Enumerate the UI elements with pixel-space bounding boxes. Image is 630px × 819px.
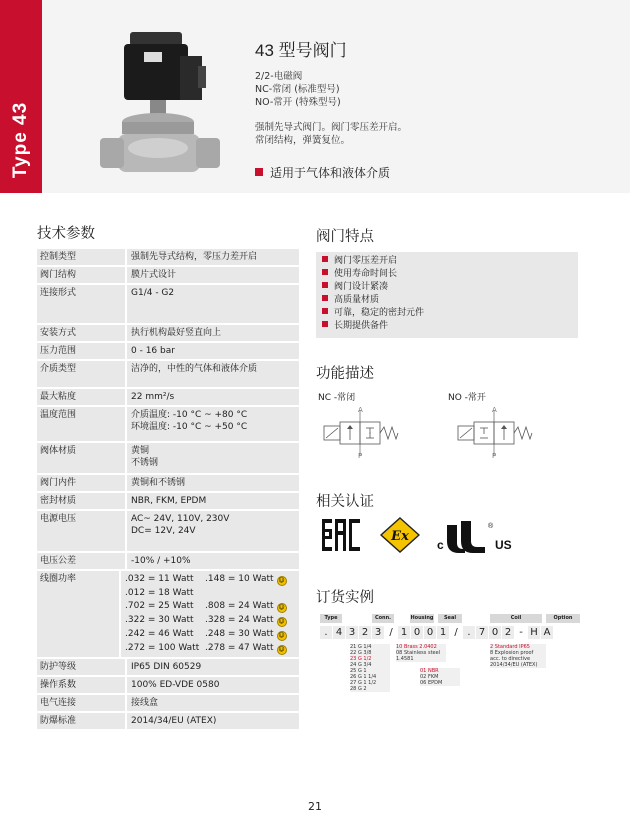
code-char: H <box>528 626 540 639</box>
spec-value-line: 2014/34/EU (ATEX) <box>131 716 217 726</box>
option-item: 8 Explosion proof <box>490 650 534 656</box>
order-header-conn: Conn. <box>372 614 394 623</box>
conn-option: 28 G 2 <box>350 686 367 692</box>
housing-option: 08 Stainless steel <box>396 650 441 656</box>
option-item: acc. to directive <box>490 656 531 662</box>
spec-value-line: -10% / +10% <box>131 556 191 566</box>
media-feature-text: 适用于气体和液体介质 <box>270 166 391 180</box>
bullet-square-icon <box>255 168 263 176</box>
spec-value-line: G1/4 - G2 <box>131 288 175 298</box>
code-char: 0 <box>489 626 501 639</box>
eac-logo-icon <box>320 517 362 553</box>
type-bar <box>0 0 42 193</box>
ex-mark-icon: ☺ <box>278 646 285 653</box>
nc-label: NC -常闭 <box>318 393 356 403</box>
spec-row <box>37 443 299 473</box>
ul-r-text: ® <box>488 523 494 530</box>
spec-row <box>37 695 299 711</box>
spec-key: 控制类型 <box>37 249 125 265</box>
spec-key: 最大粘度 <box>37 389 125 405</box>
features-heading: 阀门特点 <box>316 229 374 245</box>
option-item: 2014/34/EU (ATEX) <box>490 662 538 668</box>
spec-value-line: NBR, FKM, EPDM <box>131 496 207 506</box>
feature-item: 阀门零压差开启 <box>322 255 572 268</box>
spec-value-line: 环境温度: -10 °C ~ +50 °C <box>131 422 248 432</box>
atex-ex-logo-icon <box>380 517 420 553</box>
feature-item: 高质量材质 <box>322 294 572 307</box>
spec-value <box>127 249 299 265</box>
spec-row <box>37 407 299 441</box>
spec-value <box>121 571 299 657</box>
spec-key: 阀体材质 <box>37 443 125 473</box>
seal-options <box>420 668 460 686</box>
conn-options <box>350 644 390 692</box>
order-heading: 订货实例 <box>316 590 374 606</box>
coil-power-ac: .242 = 46 Watt <box>125 629 194 639</box>
spec-value <box>127 695 299 711</box>
ex-mark-icon: ☺ <box>278 632 285 639</box>
coil-power-ac: .272 = 100 Watt <box>125 643 200 653</box>
ex-text: Ex <box>391 529 409 544</box>
coil-power-dc: .328 = 24 Watt ☺ <box>205 615 285 625</box>
spec-key: 电源电压 <box>37 511 125 551</box>
order-header-housing: Housing <box>410 615 434 621</box>
spec-value-line: 黄铜 <box>131 446 150 456</box>
media-feature <box>255 164 390 181</box>
spec-value-line: 洁净的，中性的气体和液体介质 <box>131 364 258 374</box>
code-char: . <box>320 626 332 639</box>
product-description <box>255 121 407 147</box>
spec-value-line: 执行机构最好竖直向上 <box>131 328 222 338</box>
spec-key: 操作系数 <box>37 677 125 693</box>
spec-key: 压力范围 <box>37 343 125 359</box>
description-line: 强制先导式阀门。阀门零压差开启。 <box>255 122 408 133</box>
spec-value-line: AC~ 24V, 110V, 230V <box>131 514 230 524</box>
conn-option: 26 G 1 1/4 <box>350 674 377 680</box>
coil-power-dc: .148 = 10 Watt ☺ <box>205 574 285 584</box>
code-char: A <box>541 626 553 639</box>
code-char: 0 <box>411 626 423 639</box>
spec-value <box>127 285 299 323</box>
variant-line: 2/2-电磁阀 <box>255 71 303 82</box>
spec-row <box>37 493 299 509</box>
spec-value <box>127 389 299 405</box>
code-char: . <box>463 626 475 639</box>
spec-row <box>37 511 299 551</box>
ex-mark-icon: ☺ <box>278 604 285 611</box>
coil-power-ac: .032 = 11 Watt <box>125 574 194 584</box>
ul-c-text: c <box>437 538 444 552</box>
code-char: 2 <box>359 626 371 639</box>
spec-value <box>127 407 299 441</box>
function-heading: 功能描述 <box>316 366 374 382</box>
spec-row <box>37 267 299 283</box>
spec-row <box>37 713 299 729</box>
no-port-p: P <box>492 452 497 460</box>
features-list <box>316 252 578 338</box>
spec-row <box>37 475 299 491</box>
solenoid-valve-image <box>100 30 220 185</box>
spec-key: 线圈功率 <box>37 571 119 657</box>
seal-option-selected: 01 NBR <box>420 668 439 674</box>
spec-value-line: 膜片式设计 <box>131 270 177 280</box>
spec-row <box>37 659 299 675</box>
nc-valve-symbol <box>318 404 418 462</box>
spec-row <box>37 553 299 569</box>
conn-option: 24 G 3/4 <box>350 662 372 668</box>
order-header-type: Type <box>320 614 342 623</box>
conn-option: 22 G 3/8 <box>350 650 372 656</box>
ul-us-text: US <box>495 538 512 552</box>
spec-row <box>37 343 299 359</box>
bullet-square-icon <box>322 308 328 314</box>
housing-option: 1.4581 <box>396 656 414 662</box>
spec-value-line: 100% ED-VDE 0580 <box>131 680 220 690</box>
no-port-a: A <box>492 406 497 414</box>
option-options <box>490 644 546 668</box>
coil-power-ac: .702 = 25 Watt <box>125 601 194 611</box>
spec-value <box>127 511 299 551</box>
bullet-square-icon <box>322 269 328 275</box>
ex-mark-icon: ☺ <box>278 577 285 584</box>
code-char: 7 <box>476 626 488 639</box>
coil-power-dc <box>205 587 295 599</box>
specs-table <box>37 249 299 731</box>
code-char: 3 <box>346 626 358 639</box>
spec-value-line: 不锈钢 <box>131 458 159 468</box>
conn-option: 25 G 1 <box>350 668 367 674</box>
code-separator: / <box>454 627 458 638</box>
spec-value-line: 黄铜和不锈钢 <box>131 478 186 488</box>
product-title: 43 型号阀门 <box>255 41 347 60</box>
spec-key: 阀门结构 <box>37 267 125 283</box>
spec-key: 防护等级 <box>37 659 125 675</box>
header-band <box>0 0 630 193</box>
spec-value <box>127 713 299 729</box>
spec-value <box>127 493 299 509</box>
spec-key: 温度范围 <box>37 407 125 441</box>
spec-value <box>127 267 299 283</box>
spec-key: 电压公差 <box>37 553 125 569</box>
spec-row <box>37 389 299 405</box>
conn-option-selected: 23 G 1/2 <box>350 656 372 662</box>
feature-item: 可靠，稳定的密封元件 <box>322 307 572 320</box>
spec-value <box>127 361 299 387</box>
coil-power-dc: .278 = 47 Watt ☺ <box>205 643 285 653</box>
product-variants <box>255 70 341 109</box>
certs-heading: 相关认证 <box>316 494 374 510</box>
coil-power-grid <box>125 573 295 655</box>
spec-key: 防爆标准 <box>37 713 125 729</box>
conn-option: 27 G 1 1/2 <box>350 680 377 686</box>
coil-power-dc: .248 = 30 Watt ☺ <box>205 629 285 639</box>
code-char: 2 <box>502 626 514 639</box>
spec-value-line: 接线盒 <box>131 698 159 708</box>
type-label: Type 43 <box>10 101 31 179</box>
spec-key: 阀门内件 <box>37 475 125 491</box>
spec-row-power <box>37 571 299 657</box>
description-line: 常闭结构，弹簧复位。 <box>255 135 351 146</box>
spec-value <box>127 659 299 675</box>
spec-value <box>127 475 299 491</box>
spec-value-line: 0 - 16 bar <box>131 346 175 356</box>
spec-key: 介质类型 <box>37 361 125 387</box>
order-header-option: Option <box>546 614 580 623</box>
feature-item: 使用寿命时间长 <box>322 268 572 281</box>
seal-option: 02 FKM <box>420 674 439 680</box>
bullet-square-icon <box>322 295 328 301</box>
nc-port-p: P <box>358 452 363 460</box>
code-separator: - <box>519 627 523 638</box>
spec-row <box>37 285 299 323</box>
spec-row <box>37 361 299 387</box>
ex-mark-icon: ☺ <box>278 618 285 625</box>
feature-item: 长期提供备件 <box>322 320 572 333</box>
seal-option: 06 EPDM <box>420 680 443 686</box>
code-char: 1 <box>437 626 449 639</box>
code-char: 4 <box>333 626 345 639</box>
coil-power-ac: .012 = 18 Watt <box>125 588 194 598</box>
bullet-square-icon <box>322 321 328 327</box>
specs-heading: 技术参数 <box>37 226 95 242</box>
spec-value <box>127 443 299 473</box>
no-label: NO -常开 <box>448 393 486 403</box>
spec-value <box>127 553 299 569</box>
feature-item: 阀门设计紧凑 <box>322 281 572 294</box>
no-valve-symbol <box>452 404 552 462</box>
spec-key: 电气连接 <box>37 695 125 711</box>
spec-key: 密封材质 <box>37 493 125 509</box>
variant-line: NC-常闭 (标准型号) <box>255 84 340 95</box>
spec-value-line: DC= 12V, 24V <box>131 526 196 536</box>
code-char: 1 <box>398 626 410 639</box>
spec-value-line: 介质温度: -10 °C ~ +80 °C <box>131 410 248 420</box>
bullet-square-icon <box>322 282 328 288</box>
code-char: 3 <box>372 626 384 639</box>
order-code <box>320 626 554 639</box>
spec-key: 安装方式 <box>37 325 125 341</box>
spec-value <box>127 677 299 693</box>
spec-row <box>37 249 299 265</box>
spec-value-line: 22 mm²/s <box>131 392 175 402</box>
spec-row <box>37 677 299 693</box>
conn-option: 21 G 1/4 <box>350 644 372 650</box>
spec-value-line: 强制先导式结构，零压力差开启 <box>131 252 258 262</box>
code-separator: / <box>389 627 393 638</box>
housing-options <box>396 644 446 662</box>
option-selected: 2 Standard IP65 <box>490 644 530 650</box>
coil-power-ac: .322 = 30 Watt <box>125 615 194 625</box>
bullet-square-icon <box>322 256 328 262</box>
order-header-coil: Coil <box>490 614 542 623</box>
housing-option-selected: 10 Brass 2.0402 <box>396 644 437 650</box>
variant-line: NO-常开 (特殊型号) <box>255 97 341 108</box>
nc-port-a: A <box>358 406 363 414</box>
spec-value <box>127 343 299 359</box>
order-header-seal: Seal <box>438 614 462 623</box>
spec-key: 连接形式 <box>37 285 125 323</box>
spec-value-line: IP65 DIN 60529 <box>131 662 202 672</box>
page-number: 21 <box>308 800 322 813</box>
spec-row <box>37 325 299 341</box>
ul-logo-icon <box>437 519 517 553</box>
coil-power-dc: .808 = 24 Watt ☺ <box>205 601 285 611</box>
spec-value <box>127 325 299 341</box>
code-char: 0 <box>424 626 436 639</box>
